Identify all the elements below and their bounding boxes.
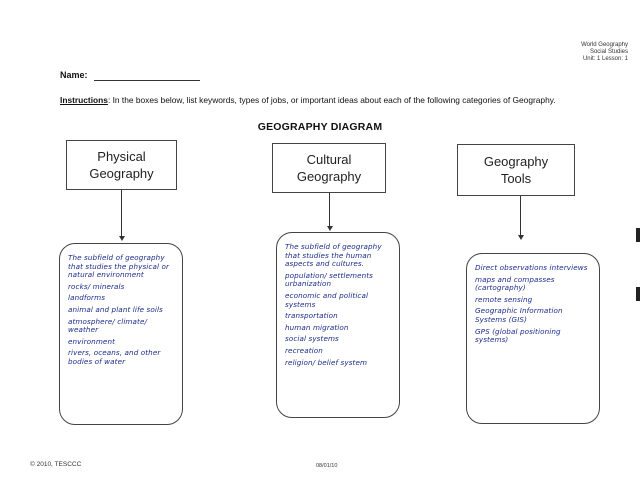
note-item: The subfield of geography that studies the human aspects and cultures. — [285, 242, 382, 269]
scan-edge-mark — [636, 287, 640, 301]
course-title: World Geography — [581, 42, 628, 48]
arrow-down-icon — [518, 235, 524, 240]
category-box-physical-geography — [66, 140, 177, 190]
scan-edge-mark — [636, 228, 640, 242]
category-title-line: Geography — [89, 166, 154, 181]
note-item: population/ settlements urbanization — [285, 270, 374, 289]
note-item: remote sensing — [475, 294, 533, 304]
diagram-title: GEOGRAPHY DIAGRAM — [257, 121, 383, 133]
note-item: social systems — [285, 334, 339, 344]
course-header — [488, 42, 628, 63]
name-label: Name: — [60, 70, 88, 80]
note-item: Geographic Information Systems (GIS) — [475, 306, 563, 324]
note-item: landforms — [68, 293, 106, 303]
category-title-line: Tools — [500, 171, 532, 186]
note-item: atmosphere/ climate/ weather — [68, 316, 148, 335]
category-title-line: Geography — [483, 154, 549, 169]
course-subject: Social Studies — [589, 49, 628, 55]
connector-line — [329, 193, 330, 227]
note-item: maps and compasses (cartography) — [475, 274, 555, 293]
connector-line — [520, 196, 521, 236]
category-title-line: Cultural — [306, 152, 352, 167]
note-item: GPS (global positioning systems) — [475, 326, 561, 345]
name-blank-line — [94, 80, 200, 81]
notes-box-physical-geography — [59, 243, 183, 425]
note-item: religion/ belief system — [285, 357, 368, 367]
document-date: 08/01/10 — [316, 463, 338, 469]
notes-box-geography-tools — [466, 253, 600, 424]
note-item: human migration — [285, 322, 349, 332]
note-item: transportation — [285, 311, 338, 321]
arrow-down-icon — [119, 236, 125, 241]
note-item: recreation — [285, 345, 323, 355]
category-title-line: Geography — [296, 169, 362, 184]
connector-line — [121, 190, 122, 237]
note-item: animal and plant life soils — [68, 304, 163, 314]
category-title-line: Physical — [97, 149, 146, 164]
note-item: rocks/ minerals — [68, 281, 125, 291]
category-box-cultural-geography — [272, 143, 386, 193]
course-unit: Unit: 1 Lesson: 1 — [582, 56, 628, 62]
copyright: © 2010, TESCCC — [30, 461, 82, 468]
category-box-geography-tools — [457, 144, 575, 196]
note-item: The subfield of geography that studies the physical or natural environment — [68, 253, 169, 280]
instructions-lead: Instructions — [60, 95, 108, 105]
instructions-text: : In the boxes below, list keywords, types of jobs, or important ideas about each of the following categories of Geography. — [107, 95, 556, 105]
note-item: rivers, oceans, and other bodies of water — [68, 348, 161, 366]
instructions — [60, 95, 615, 105]
note-item: environment — [68, 336, 116, 346]
notes-box-cultural-geography — [276, 232, 400, 418]
note-item: economic and political systems — [285, 290, 369, 309]
note-item: Direct observations interviews — [475, 263, 588, 272]
arrow-down-icon — [327, 226, 333, 231]
